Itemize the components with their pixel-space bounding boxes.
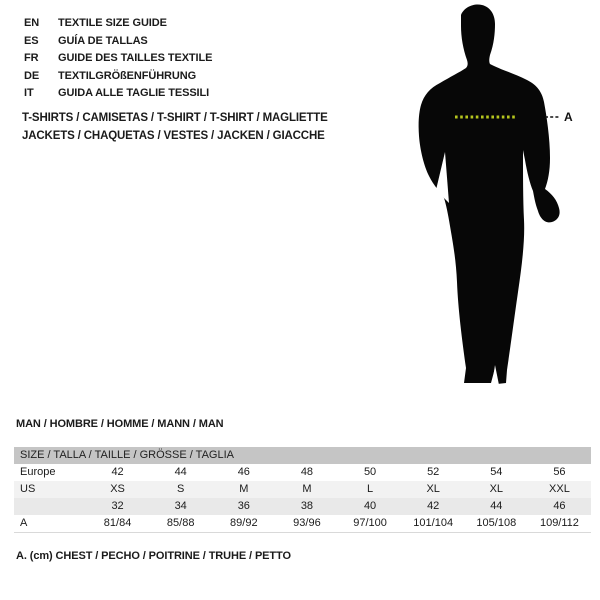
row-label: A	[20, 517, 28, 529]
cell: M	[239, 483, 249, 495]
cell: 93/96	[293, 517, 321, 529]
measure-footnote: A. (cm) CHEST / PECHO / POITRINE / TRUHE / PETTO	[16, 550, 291, 562]
lang-label: TEXTILGRÖßENFÜHRUNG	[58, 69, 197, 82]
cell: 42	[427, 500, 440, 512]
size-table	[14, 447, 591, 533]
cell: 46	[237, 466, 250, 478]
cell: M	[302, 483, 312, 495]
lang-code: EN	[24, 17, 40, 29]
cell: 56	[553, 466, 566, 478]
measure-label-a: A	[564, 110, 573, 124]
lang-code: FR	[24, 52, 39, 64]
cell: XL	[426, 483, 440, 495]
size-table-header: SIZE / TALLA / TAILLE / GRÖSSE / TAGLIA	[14, 447, 591, 464]
cell: XL	[489, 483, 504, 495]
man-silhouette-shape	[419, 4, 560, 384]
table-row-europe	[14, 464, 591, 481]
row-label: Europe	[20, 466, 56, 478]
section-title-man: MAN / HOMBRE / HOMME / MANN / MAN	[16, 418, 224, 430]
row-label	[14, 498, 86, 515]
table-row-us	[14, 481, 591, 498]
table-row-chest-a	[14, 515, 591, 533]
cell: 105/108	[476, 517, 517, 529]
cell: XXL	[549, 483, 570, 495]
cell: 34	[174, 500, 187, 512]
cell: 32	[111, 500, 124, 512]
cell: 97/100	[353, 517, 387, 529]
lang-row-es	[24, 33, 212, 51]
lang-label: GUIDA ALLE TAGLIE TESSILI	[58, 87, 210, 99]
lang-code: IT	[24, 87, 34, 99]
cell: 44	[490, 500, 503, 512]
cell: 52	[427, 466, 440, 478]
cell: 40	[363, 500, 377, 512]
category-lines	[22, 109, 328, 145]
man-silhouette-svg	[400, 0, 600, 400]
cell: 54	[490, 466, 503, 478]
cell: 36	[237, 500, 250, 512]
row-label: US	[20, 483, 36, 495]
cell: 48	[300, 466, 314, 478]
lang-label: GUIDE DES TAILLES TEXTILE	[58, 52, 213, 64]
cell: 46	[553, 500, 566, 512]
cell: 101/104	[413, 517, 454, 529]
category-jackets: JACKETS / CHAQUETAS / VESTES / JACKEN / GIACCHE	[22, 130, 325, 142]
lang-row-de	[24, 68, 212, 86]
cell: 44	[174, 466, 187, 478]
man-silhouette-figure	[400, 0, 600, 400]
cell: 81/84	[103, 517, 132, 529]
lang-row-it	[24, 85, 212, 103]
lang-label: TEXTILE SIZE GUIDE	[58, 17, 167, 29]
cell: 42	[111, 466, 124, 478]
cell: 85/88	[166, 517, 195, 529]
cell: 38	[300, 500, 314, 512]
lang-code: ES	[24, 34, 39, 47]
cell: L	[367, 483, 374, 495]
cell: 89/92	[230, 517, 258, 529]
table-row-numeric	[14, 498, 591, 515]
cell: 109/112	[539, 517, 579, 529]
cell: 50	[363, 466, 377, 478]
language-list	[24, 15, 212, 103]
lang-row-fr	[24, 50, 212, 68]
category-tshirts: T-SHIRTS / CAMISETAS / T-SHIRT / T-SHIRT / MAGLIETTE	[22, 112, 328, 124]
cell: S	[177, 483, 185, 495]
cell: XS	[110, 483, 125, 495]
lang-label: GUÍA DE TALLAS	[58, 34, 148, 47]
lang-code: DE	[24, 69, 40, 82]
lang-row-en	[24, 15, 212, 33]
